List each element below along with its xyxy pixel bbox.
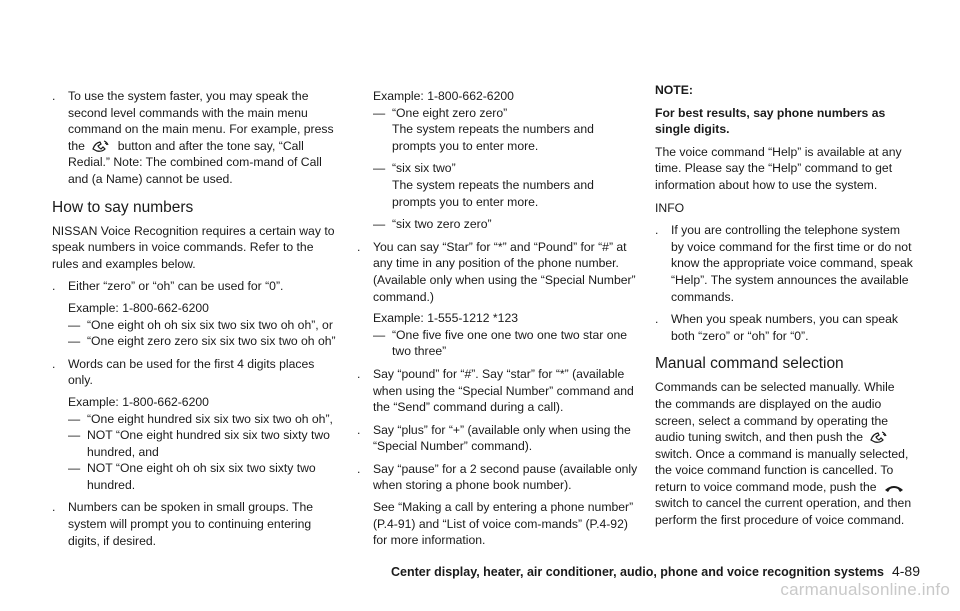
bullet-item: . Either “zero” or “oh” can be used for “0”. Example: 1-800-662-6200 — “One eight oh oh six six two six two oh oh”, or — “One eight zero zero six six two six two oh oh” (52, 278, 340, 349)
bullet-item: . Say “pause” for a 2 second pause (available only when storing a phone book number). See “Making a call by entering a phone number” (P.4-91) and “List of voice com-mands” (P.4-92) for more information. (357, 461, 641, 549)
column-right (655, 82, 913, 535)
bullet-text: Numbers can be spoken in small groups. The system will prompt you to continuing entering digits, if desired. (68, 500, 314, 548)
example: Example: 1-800-662-6200 (68, 394, 209, 409)
phone-hangup-icon (883, 482, 905, 494)
bullet-item: . To use the system faster, you may speak the second level commands with the main menu command on the main menu. For example, press the button and after the tone say, “Call Redial.” Note: The combined com-mand of Call and (a Name) cannot be used. (52, 89, 334, 186)
bullet-text: You can say “Star” for “*” and “Pound” for “#” at any time in any position of the phone number. (Available only when using the “Special Number” command.) (373, 239, 636, 304)
dash-subtext: The system repeats the numbers and prompts you to enter more. (392, 122, 594, 153)
note-text: For best results, say phone numbers as single digits. (655, 105, 886, 137)
bullet-text: Say “pound” for “#”. Say “star” for “*” (available when using the “Special Number” command and the “Send” command during a call). (373, 366, 634, 415)
phone-talk-icon (91, 139, 111, 153)
paragraph-part: switch. Once a command is manually selected, the voice command function is cancelled. To return to voice command mode, push the (655, 446, 909, 494)
bullet-text: Say “plus” for “+” (available only when using the “Special Number” command). (373, 422, 631, 454)
bullet-item: . Numbers can be spoken in small groups. The system will prompt you to continuing entering digits, if desired. (52, 499, 340, 549)
bullet-text: Either “zero” or “oh” can be used for “0”. (68, 279, 284, 294)
see-also: See “Making a call by entering a phone number” (P.4-91) and “List of voice com-mands” (P.4-92) for more information. (373, 500, 634, 548)
bullet-item: . Say “plus” for “+” (available only when using the “Special Number” command). (357, 422, 641, 455)
dash-item: — “One eight zero zero” (373, 105, 508, 120)
example: Example: 1-800-662-6200 (373, 89, 514, 103)
dash-item: — “six six two” (373, 161, 456, 176)
bullet-item: . If you are controlling the telephone system by voice command for the first time or do not know the appropriate voice command, speak “Help”. The system announces the available commands. (655, 223, 913, 304)
page-footer (380, 563, 920, 581)
watermark: carmanualsonline.info (780, 580, 950, 599)
footer-title: Center display, heater, air conditioner, audio, phone and voice recognition systems (391, 565, 884, 579)
bullet-item: . Words can be used for the first 4 digits places only. Example: 1-800-662-6200 — “One eight hundred six six two six two oh oh”, — NOT “One eight hundred six six two sixty two hundred, and — NOT “One eight oh oh six six two sixty two hundred. (52, 356, 340, 494)
dash-item: — “One eight hundred six six two six two oh oh”, (68, 411, 333, 426)
paragraph: The voice command “Help” is available at any time. Please say the “Help” command to get information about how to use the system. (655, 144, 902, 192)
bullet-text: To use the system faster, you may speak the second level commands with the main menu command on the main menu. For example, press the (68, 89, 334, 153)
section-heading: Manual command selection (655, 355, 844, 373)
page-number: 4-89 (891, 563, 920, 579)
bullet-item: . You can say “Star” for “*” and “Pound” for “#” at any time in any position of the phone number. (Available only when using the “Special Number” command.) Example: 1-555-1212 *123 — “One five five one one two one two star one two three” (357, 239, 641, 360)
dash-item: — “One eight zero zero six six two six two oh oh” (68, 334, 336, 349)
paragraph-part: switch to cancel the current operation, and then perform the first procedure of voice command. (655, 496, 912, 528)
section-heading: How to say numbers (52, 198, 194, 216)
dash-item: — NOT “One eight hundred six six two sixty two hundred, and (68, 428, 330, 459)
dash-item: — “One eight oh oh six six two six two oh oh”, or (68, 317, 333, 332)
phone-talk-icon (869, 430, 889, 444)
paragraph: NISSAN Voice Recognition requires a certain way to speak numbers in voice commands. Refer to the rules and examples below. (52, 223, 335, 271)
dash-subtext: The system repeats the numbers and prompts you to enter more. (392, 177, 594, 209)
bullet-text: If you are controlling the telephone system by voice command for the first time or do not know the appropriate voice command, speak “Help”. The system announces the available commands. (671, 223, 913, 304)
bullet-text-cont: button and after the tone say, “Call Redial.” Note: The combined com-mand of Call and (a Name) cannot be used. (68, 138, 322, 186)
example: Example: 1-555-1212 *123 (373, 311, 518, 326)
column-middle (357, 88, 641, 555)
note-label: NOTE: (655, 83, 693, 97)
dash-item: — NOT “One eight oh oh six six two sixty two hundred. (68, 461, 316, 492)
column-left (52, 88, 340, 555)
bullet-item: . Say “pound” for “#”. Say “star” for “*” (available when using the “Special Number” command and the “Send” command during a call). (357, 366, 641, 416)
dash-item: — “One five five one one two one two star one two three” (373, 327, 628, 359)
example: Example: 1-800-662-6200 (68, 300, 209, 315)
bullet-text: Say “pause” for a 2 second pause (available only when storing a phone book number). (373, 461, 638, 493)
dash-item: — “six two zero zero” (373, 217, 492, 232)
bullet-item: . When you speak numbers, you can speak both “zero” or “oh” for “0”. (655, 311, 913, 344)
paragraph (655, 379, 913, 528)
bullet-text: Words can be used for the first 4 digits places only. (68, 356, 315, 388)
bullet-text: When you speak numbers, you can speak both “zero” or “oh” for “0”. (671, 312, 898, 343)
paragraph-part: Commands can be selected manually. While the commands are displayed on the audio screen, select a command by operating the audio tuning switch, and then push the (655, 380, 895, 445)
info-label: INFO (655, 200, 685, 215)
